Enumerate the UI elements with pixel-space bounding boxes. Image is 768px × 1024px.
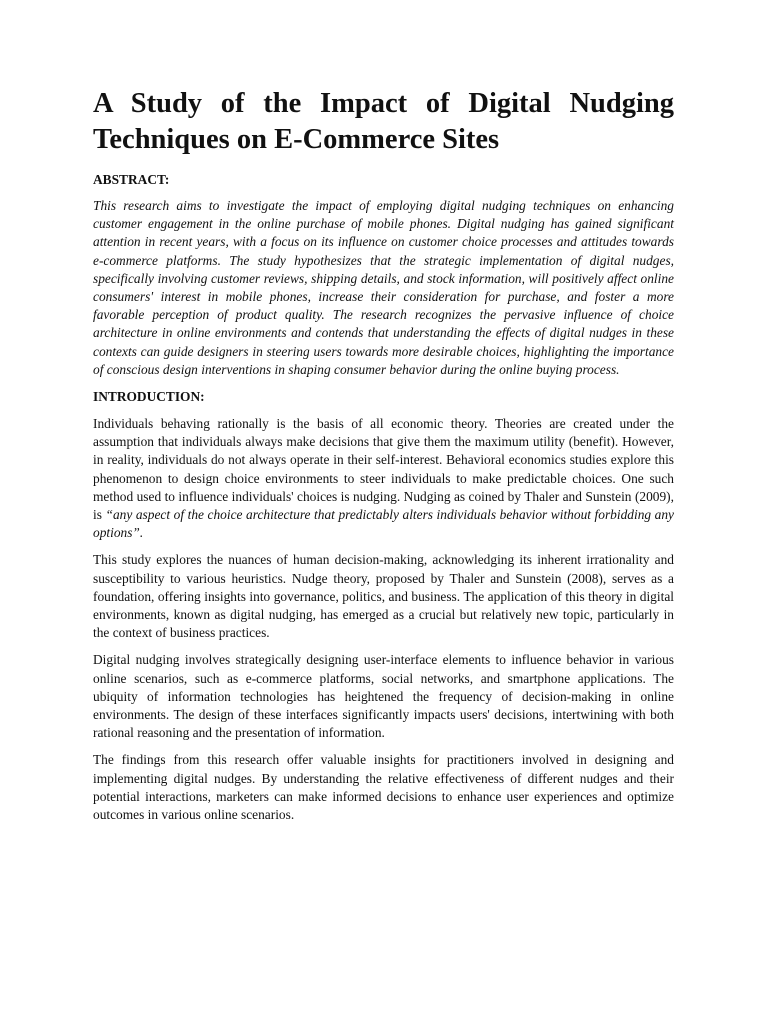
abstract-heading: ABSTRACT: — [93, 172, 170, 187]
intro-paragraph-1-text: Individuals behaving rationally is the basis of all economic theory. Theories are created under the assumption that individuals always make decisions that give them the maximum utility (benefit). However, in reality, individuals do not always operate in their self-interest. Behavioral economics studies explore this phenomenon to design choice environments to steer individuals to make predictable choices. One such method used to influence individuals' choices is nudging. Nudging as coined by Thaler and Sunstein (2009), is — [93, 416, 674, 523]
intro-paragraph-2: This study explores the nuances of human decision-making, acknowledging its inherent irrationality and susceptibility to various heuristics. Nudge theory, proposed by Thaler and Sunstein (2008), serves as a foundation, offering insights into governance, politics, and business. The application of this theory in digital environments, known as digital nudging, has emerged as a crucial but relatively new topic, particularly in the context of business practices. — [93, 552, 674, 641]
paper-page — [93, 86, 674, 824]
introduction-heading: INTRODUCTION: — [93, 389, 205, 405]
abstract-text: This research aims to investigate the impact of employing digital nudging techniques on enhancing customer engagement in the online purchase of mobile phones. Digital nudging has gained significant attention in recent years, with a focus on its influence on customer choice processes and attitudes towards e-commerce platforms. The study hypothesizes that the strategic implementation of digital nudges, specifically involving customer reviews, shipping details, and stock information, will positively affect online consumers' interest in mobile phones, increase their consideration for purchase, and foster a more favorable perception of product quality. The research recognizes the pervasive influence of choice architecture in online environments and contends that understanding the effects of digital nudges in these contexts can guide designers in steering users towards more desirable choices, highlighting the importance of conscious design interventions in shaping consumer behavior during the online buying process. — [93, 198, 674, 377]
intro-paragraph-4: The findings from this research offer valuable insights for practitioners involved in designing and implementing digital nudges. By understanding the relative effectiveness of different nudges and their potential interactions, marketers can make informed decisions to enhance user experiences and optimize outcomes in various online scenarios. — [93, 752, 674, 823]
nudge-definition-quote: “any aspect of the choice architecture that predictably alters individuals behavior without forbidding any options”. — [93, 507, 674, 541]
paper-title: A Study of the Impact of Digital Nudging Techniques on E-Commerce Sites — [93, 88, 674, 155]
intro-paragraph-1 — [93, 415, 674, 542]
intro-paragraph-3: Digital nudging involves strategically designing user-interface elements to influence behavior in various online scenarios, such as e-commerce platforms, social networks, and smartphone applications. The ubiquity of information technologies has heightened the frequency of decision-making in online environments. The design of these interfaces significantly impacts users' decisions, intertwining with both rational reasoning and the presentation of information. — [93, 652, 674, 741]
